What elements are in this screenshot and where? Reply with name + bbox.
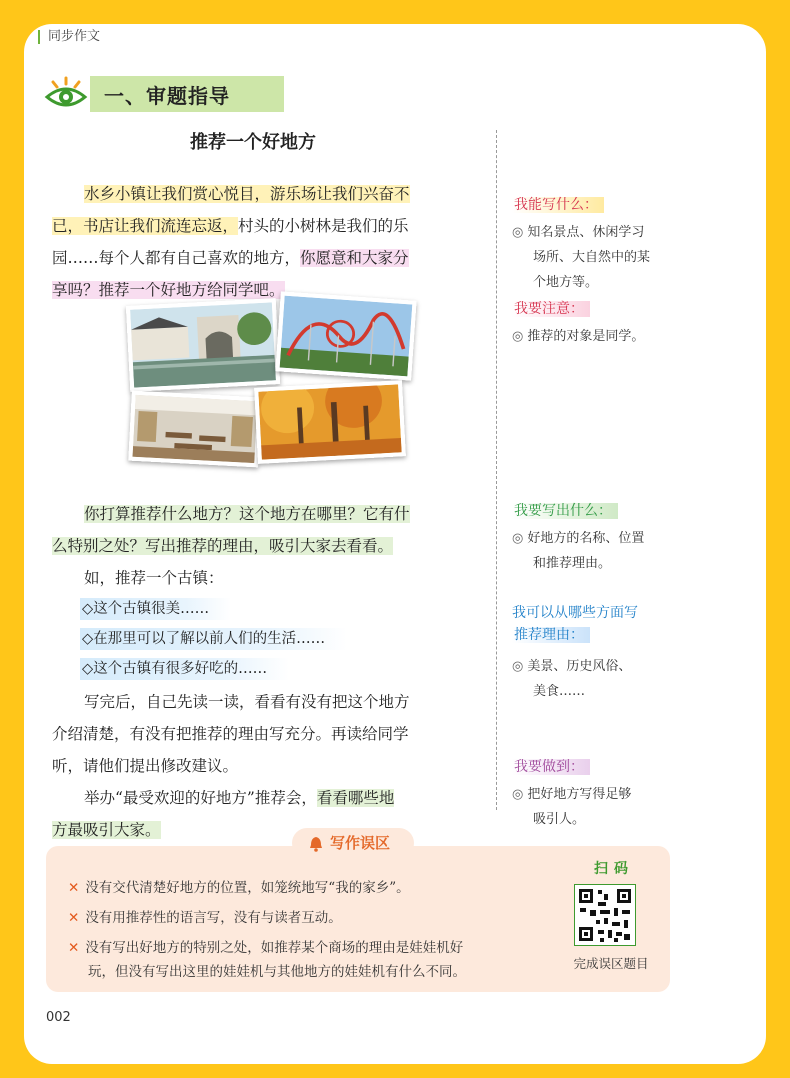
- event-line-1a: 举办“最受欢迎的好地方”推荐会，: [84, 789, 317, 807]
- bell-icon: [308, 836, 324, 852]
- photo-roller-coaster: [275, 291, 416, 380]
- side-head-goal: 我要做到：: [512, 756, 590, 778]
- question-line-2: 么特别之处？写出推荐的理由，吸引大家去看看。: [52, 537, 394, 555]
- qr-caption: 完成误区题目: [573, 956, 649, 971]
- paragraph-revise: [52, 686, 492, 782]
- intro-line-1: 水乡小镇让我们赏心悦目，游乐场让我们兴奋不: [84, 185, 410, 203]
- photo-collage: [128, 296, 428, 476]
- article-title: 推荐一个好地方: [190, 132, 316, 153]
- side-text-content: ◎ 好地方的名称、位置 和推荐理由。: [512, 531, 645, 571]
- side-head-content: 我要写出什么：: [512, 500, 618, 522]
- intro-line-2a: 已，书店让我们流连忘返，: [52, 217, 239, 235]
- mistake-item-1: ✕ 没有交代清楚好地方的位置，如笼统地写“我的家乡”。: [68, 880, 410, 896]
- section-title: 一、审题指导: [104, 84, 230, 108]
- side-head-what: 我能写什么：: [512, 194, 604, 216]
- question-line-1: 你打算推荐什么地方？这个地方在哪里？它有什: [84, 505, 410, 523]
- side-text-goal: ◎ 把好地方写得足够 吸引人。: [512, 787, 632, 827]
- example-line-2: ◇在那里可以了解以前人们的生活……: [80, 628, 347, 650]
- event-line-1b: 看看哪些地: [316, 789, 395, 807]
- photo-water-town: [126, 298, 280, 392]
- revise-line-3: 听，请他们提出修改建议。: [52, 757, 239, 775]
- intro-line-4: 享吗？推荐一个好地方给同学吧。: [52, 281, 285, 299]
- column-divider: [496, 130, 497, 810]
- mistakes-title: 写作误区: [330, 834, 391, 852]
- side-head-reasons: 我可以从哪些方面写 推荐理由：: [512, 605, 638, 643]
- mistake-item-2: ✕ 没有用推荐性的语言写，没有与读者互动。: [68, 910, 342, 926]
- side-head-notice: 我要注意：: [512, 298, 590, 320]
- book-header-tag: 同步作文: [38, 30, 100, 44]
- photo-bookstore: [128, 391, 261, 468]
- eye-icon: [44, 76, 88, 112]
- side-text-reasons: ◎ 美景、历史风俗、 美食……: [512, 659, 632, 699]
- paragraph-example-intro: [52, 562, 492, 594]
- paragraph-question: [52, 498, 492, 562]
- side-text-notice: ◎ 推荐的对象是同学。: [512, 329, 645, 344]
- event-line-2: 方最吸引大家。: [52, 821, 161, 839]
- mistake-item-3: ✕ 没有写出好地方的特别之处，如推荐某个商场的理由是娃娃机好 玩，但没有写出这里的娃娃机与其他地方的娃娃机有什么不同。: [68, 940, 466, 980]
- page-number: 002: [46, 1010, 71, 1025]
- revise-line-1: 写完后，自己先读一读，看看有没有把这个地方: [84, 693, 410, 711]
- intro-line-3a: 园……每个人都有自己喜欢的地方，: [52, 249, 301, 267]
- example-intro: 如，推荐一个古镇：: [84, 569, 224, 587]
- photo-autumn-woods: [254, 380, 406, 464]
- example-line-3: ◇这个古镇有很多好吃的……: [80, 658, 289, 680]
- qr-label: 扫码: [594, 861, 634, 877]
- qr-code[interactable]: [574, 884, 636, 946]
- intro-line-2b: 村头的小树林是我们的乐: [238, 217, 409, 235]
- side-text-what: ◎ 知名景点、休闲学习 场所、大自然中的某 个地方等。: [512, 225, 651, 290]
- example-line-1: ◇这个古镇很美……: [80, 598, 231, 620]
- revise-line-2: 介绍清楚，有没有把推荐的理由写充分。再读给同学: [52, 725, 409, 743]
- paragraph-event: [52, 782, 492, 846]
- paragraph-intro: [52, 178, 492, 306]
- intro-line-3b: 你愿意和大家分: [300, 249, 409, 267]
